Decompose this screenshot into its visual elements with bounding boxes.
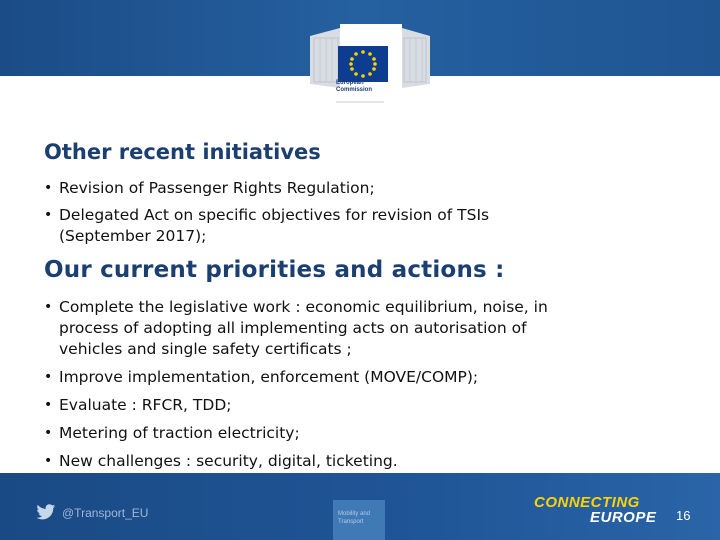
list-item-line: Metering of traction electricity; [59,424,300,442]
bullet-icon: • [44,299,53,315]
bullet-icon: • [44,207,53,223]
list-item-line: Delegated Act on specific objectives for revision of TSIs [59,206,490,224]
bullet-icon: • [44,180,53,196]
list-item-line: New challenges : security, digital, ticketing. [59,452,398,470]
connecting-text: CONNECTING [534,494,640,511]
twitter-handle-link[interactable]: @Transport_EU [62,506,149,520]
list-item [44,205,674,247]
logo-text-line1: European [336,80,364,86]
section2-list [44,297,674,479]
mobility-transport-text [338,510,386,526]
bullet-icon: • [44,453,53,469]
list-item-line: (September 2017); [59,227,207,245]
list-item [44,423,674,444]
list-item [44,451,674,472]
section1-list [44,178,674,253]
list-item-line: Revision of Passenger Rights Regulation; [59,179,375,197]
twitter-bird-icon[interactable] [36,504,56,521]
list-item-line: process of adopting all implementing acts on autorisation of [59,319,527,337]
europe-text: EUROPE [590,509,657,526]
list-item [44,297,674,360]
bullet-icon: • [44,425,53,441]
page-number: 16 [676,508,691,523]
mobility-line1: Mobility and [338,511,371,517]
bullet-icon: • [44,369,53,385]
list-item [44,367,674,388]
mobility-line2: Transport [338,519,364,525]
logo-text-line2: Commission [336,87,373,93]
list-item-line: vehicles and single safety certificats ; [59,340,352,358]
bullet-icon: • [44,397,53,413]
logo-text [336,80,396,94]
list-item-line: Improve implementation, enforcement (MOVE/COMP); [59,368,479,386]
section1-title: Other recent initiatives [44,140,321,164]
list-item-line: Evaluate : RFCR, TDD; [59,396,232,414]
list-item [44,178,674,199]
list-item [44,395,674,416]
section2-title: Our current priorities and actions : [44,257,505,283]
list-item-line: Complete the legislative work : economic equilibrium, noise, in [59,298,548,316]
